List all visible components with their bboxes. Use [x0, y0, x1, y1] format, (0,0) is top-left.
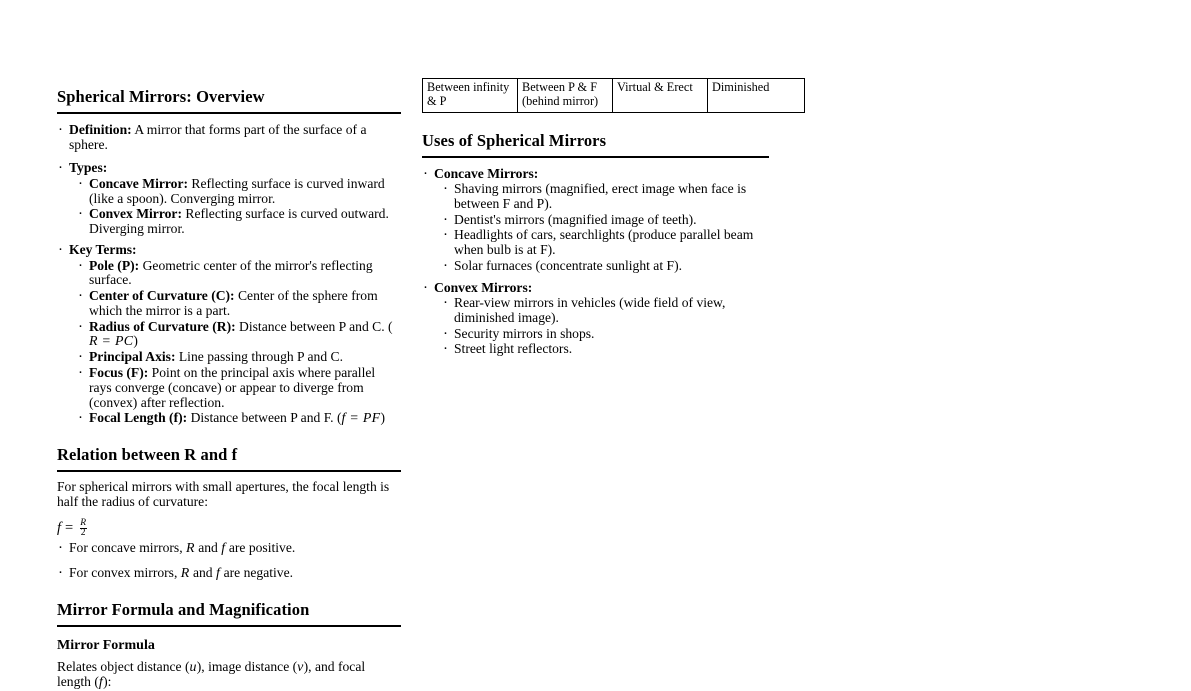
- image-characteristics-table: [422, 78, 805, 113]
- equation-operator: =: [65, 520, 74, 537]
- list-item: · Solar furnaces (concentrate sunlight at F).: [442, 259, 769, 274]
- intro-part-d: ):: [103, 674, 112, 690]
- relation-bullets: [57, 541, 401, 581]
- term-label: Concave Mirrors:: [434, 165, 539, 181]
- section-heading-uses: Uses of Spherical Mirrors: [422, 132, 769, 158]
- math-var-r: R: [180, 565, 190, 581]
- right-column: [422, 78, 769, 359]
- focal-length-equation: [57, 519, 401, 539]
- term-label: Focus (F):: [89, 365, 149, 381]
- term-label: Radius of Curvature (R):: [89, 318, 236, 334]
- term-text-after: ): [380, 410, 385, 426]
- list-item: [77, 350, 401, 365]
- table-row: [423, 79, 805, 113]
- list-item: [77, 366, 401, 410]
- list-item: [77, 320, 401, 350]
- table-cell-image-nature: Virtual & Erect: [613, 79, 708, 113]
- math-var-f: f: [98, 675, 104, 691]
- uses-list: [422, 167, 769, 358]
- concave-uses-sublist: [434, 182, 769, 273]
- key-terms-sublist: [69, 259, 401, 427]
- mirror-formula-intro: [57, 660, 401, 690]
- bullet-text-pre: For concave mirrors,: [69, 539, 187, 555]
- term-text: Distance between P and F. (: [187, 410, 342, 426]
- term-label: Convex Mirrors:: [434, 279, 533, 295]
- term-label: Key Terms:: [69, 241, 137, 257]
- list-item: [77, 207, 401, 236]
- term-text: Reflecting surface is curved inward (like a spoon). Converging mirror.: [89, 175, 385, 206]
- convex-uses-sublist: [434, 296, 769, 357]
- math-var-r: R: [186, 540, 195, 556]
- list-item: · Security mirrors in shops.: [442, 327, 769, 342]
- table-cell-object-position: Between infinity & P: [423, 79, 518, 113]
- relation-intro-text: For spherical mirrors with small apertures, the focal length is half the radius of curvature:: [57, 479, 390, 509]
- bullet-text-post: are negative.: [220, 564, 294, 580]
- term-label: Focal Length (f):: [89, 410, 188, 426]
- term-label: Convex Mirror:: [89, 206, 182, 222]
- math-var-u: u: [189, 660, 197, 676]
- term-label: Concave Mirror:: [89, 175, 189, 191]
- term-text: Distance between P and C. (: [235, 318, 393, 334]
- term-label: Definition:: [69, 121, 132, 137]
- subsection-heading-mirror-formula: Mirror Formula: [57, 637, 155, 653]
- term-text: A mirror that forms part of the surface of a sphere.: [69, 121, 367, 152]
- fraction-denominator: 2: [80, 528, 86, 539]
- bullet-text-pre: For convex mirrors,: [69, 564, 181, 580]
- term-text: Center of the sphere from which the mirror is a part.: [89, 288, 378, 318]
- list-item: [77, 289, 401, 318]
- math-focal-length-formula: f = PF: [341, 411, 381, 427]
- term-text: Reflecting surface is curved outward. Diverging mirror.: [89, 206, 389, 237]
- bullet-text-mid: and: [194, 539, 222, 555]
- page-title: Spherical Mirrors: Overview: [57, 88, 401, 114]
- list-item: · Shaving mirrors (magnified, erect image when face is between F and P).: [442, 182, 769, 211]
- list-item: [422, 167, 769, 274]
- equation-lhs: f: [57, 520, 62, 537]
- list-item: [77, 177, 401, 206]
- list-item: · Headlights of cars, searchlights (produce parallel beam when bulb is at F).: [442, 228, 769, 257]
- math-radius-formula: R = PC: [89, 334, 134, 350]
- fraction-numerator: R: [80, 517, 87, 528]
- intro-part-c: ), and focal length (: [57, 659, 366, 690]
- intro-part-b: ), image distance (: [196, 659, 298, 675]
- math-var-f: f: [221, 540, 226, 556]
- table-cell-image-position: Between P & F (behind mirror): [518, 79, 613, 113]
- math-var-f: f: [216, 565, 221, 581]
- term-label: Center of Curvature (C):: [89, 288, 235, 304]
- term-label: Pole (P):: [89, 257, 140, 273]
- term-text: Geometric center of the mirror's reflecting surface.: [89, 257, 373, 288]
- term-label: Types:: [69, 160, 108, 176]
- term-text-after: ): [133, 333, 138, 349]
- list-item: [422, 281, 769, 358]
- section-heading-relation: Relation between R and f: [57, 446, 401, 472]
- list-item: [57, 123, 401, 152]
- fraction: [79, 519, 87, 539]
- math-var-v: v: [297, 660, 304, 676]
- list-item: · Dentist's mirrors (magnified image of teeth).: [442, 213, 769, 228]
- list-item: [77, 411, 401, 426]
- types-sublist: [69, 177, 401, 237]
- list-item: · Street light reflectors.: [442, 342, 769, 357]
- list-item: [57, 541, 401, 556]
- term-label: Principal Axis:: [89, 349, 176, 365]
- bullet-text-mid: and: [189, 564, 216, 580]
- bullet-text-post: are positive.: [225, 539, 296, 555]
- list-item: [77, 259, 401, 288]
- list-item: · Rear-view mirrors in vehicles (wide field of view, diminished image).: [442, 296, 769, 325]
- list-item: [57, 243, 401, 426]
- term-text: Point on the principal axis where parallel rays converge (concave) or appear to diverge from (convex) after reflection.: [89, 365, 376, 410]
- list-item: [57, 566, 401, 581]
- intro-part-a: Relates object distance (: [57, 659, 190, 675]
- list-item: [57, 161, 401, 237]
- section-heading-mirror-formula: Mirror Formula and Magnification: [57, 601, 401, 627]
- left-column: [57, 88, 401, 691]
- term-text: Line passing through P and C.: [175, 349, 344, 365]
- overview-list: [57, 123, 401, 426]
- table-cell-image-size: Diminished: [708, 79, 805, 113]
